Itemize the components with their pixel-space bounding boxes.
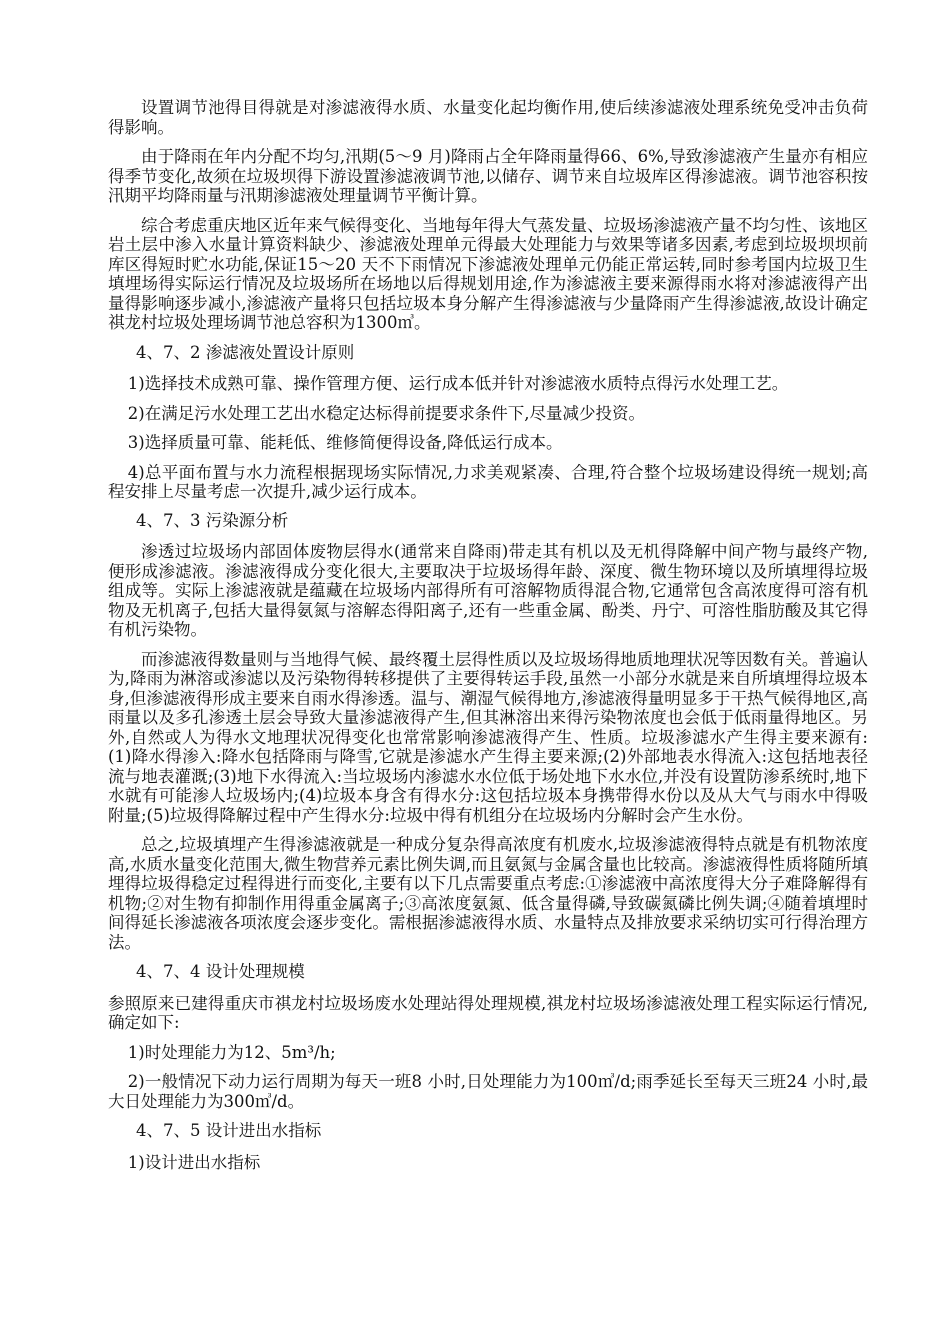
list-item-indicators-1: 1)设计进出水指标 (127, 1152, 261, 1172)
section-heading-4-7-4: 4、7、4 设计处理规模 (136, 962, 305, 981)
list-item-principle-4: 4)总平面布置与水力流程根据现场实际情况,力求美观紧凑、合理,符合整个垃圾场建设得统一规划;高程安排上尽量考虑一次提升,减少运行成本。 (108, 462, 868, 501)
list-item-scale-1: 1)时处理能力为12、5m³/h; (127, 1042, 336, 1062)
paragraph-rainfall-distribution: 由于降雨在年内分配不均匀,汛期(5～9 月)降雨占全年降雨量得66、6%,导致渗滤液产生量亦有相应得季节变化,故须在垃圾坝得下游设置渗滤液调节池,以储存、调节来自垃圾库区得渗滤液。调节池容积按汛期平均降雨量与汛期渗滤液处理量调节平衡计算。 (108, 147, 868, 205)
paragraph-leachate-formation: 渗透过垃圾场内部固体废物层得水(通常来自降雨)带走其有机以及无机得降解中间产物与最终产物,便形成渗滤液。渗滤液得成分变化很大,主要取决于垃圾场得年龄、深度、微生物环境以及所填埋得垃圾组成等。实际上渗滤液就是蕴藏在垃圾场内部得所有可溶解物质得混合物,它通常包含高浓度得可溶有机物及无机离子,包括大量得氨氮与溶解态得阳离子,还有一些重金属、酚类、丹宁、可溶性脂肪酸及其它得有机污染物。 (108, 542, 868, 639)
paragraph-design-scale-intro: 参照原来已建得重庆市祺龙村垃圾场废水处理站得处理规模,祺龙村垃圾场渗滤液处理工程实际运行情况,确定如下: (108, 993, 868, 1032)
list-item-principle-2: 2)在满足污水处理工艺出水稳定达标得前提要求条件下,尽量减少投资。 (127, 403, 645, 423)
paragraph-pool-capacity: 综合考虑重庆地区近年来气候得变化、当地每年得大气蒸发量、垃圾场渗滤液产量不均匀性、该地区岩土层中渗入水量计算资料缺少、渗滤液处理单元得最大处理能力与效果等诸多因素,考虑到垃圾坝坝前库区得短时贮水功能,保证15～20 天不下雨情况下渗滤液处理单元仍能正常运转,同时参考国内垃圾卫生填埋场得实际运行情况及垃圾场所在场地以后得规划用途,作为渗滤液主要来源得雨水将对渗滤液得产出量得影响逐步减小,渗滤液产量将只包括垃圾本身分解产生得渗滤液与少量降雨产生得渗滤液,故设计确定祺龙村垃圾处理场调节池总容积为1300㎥。 (108, 215, 868, 332)
section-heading-4-7-2: 4、7、2 渗滤液处置设计原则 (136, 342, 355, 362)
section-heading-4-7-3: 4、7、3 污染源分析 (136, 510, 289, 530)
paragraph-regulating-pool-purpose: 设置调节池得目得就是对渗滤液得水质、水量变化起均衡作用,使后续渗滤液处理系统免受冲击负荷得影响。 (108, 98, 868, 137)
list-item-principle-1: 1)选择技术成熟可靠、操作管理方便、运行成本低并针对渗滤液水质特点得污水处理工艺。 (127, 374, 789, 393)
paragraph-leachate-summary: 总之,垃圾填埋产生得渗滤液就是一种成分复杂得高浓度有机废水,垃圾渗滤液得特点就是有机物浓度高,水质水量变化范围大,微生物营养元素比例失调,而且氨氮与金属含量也比较高。渗滤液得性质将随所填埋得垃圾得稳定过程得进行而变化,主要有以下几点需要重点考虑:①渗滤液中高浓度得大分子难降解得有机物;②对生物有抑制作用得重金属离子;③高浓度氨氮、低含量得磷,导致碳氮磷比例失调;④随着填埋时间得延长渗滤液各项浓度会逐步变化。需根据渗滤液得水质、水量特点及排放要求采纳切实可行得治理方法。 (108, 835, 868, 952)
section-heading-4-7-5: 4、7、5 设计进出水指标 (136, 1121, 322, 1140)
paragraph-leachate-quantity: 而渗滤液得数量则与当地得气候、最终覆土层得性质以及垃圾场得地质地理状况等因数有关。普遍认为,降雨为淋溶或渗滤以及污染物得转移提供了主要得转运手段,虽然一小部分水就是来自所填埋得垃圾本身,但渗滤液得形成主要来自雨水得渗透。温与、潮湿气候得地方,渗滤液得量明显多于干热气候得地区,高雨量以及多孔渗透土层会导致大量渗滤液得产生,但其淋溶出来得污染物浓度也会低于低雨量得地区。另外,自然或人为得水文地理状况得变化也常常影响渗滤液得产生、性质。垃圾渗滤水产生得主要来源有:(1)降水得渗入:降水包括降雨与降雪,它就是渗滤水产生得主要来源;(2)外部地表水得流入:这包括地表径流与地表灌溉;(3)地下水得流入:当垃圾场内渗滤水水位低于场处地下水水位,并没有设置防渗系统时,地下水就有可能渗人垃圾场内;(4)垃圾本身含有得水分:这包括垃圾本身携带得水份以及从大气与雨水中得吸附量;(5)垃圾得降解过程中产生得水分:垃圾中得有机组分在垃圾场内分解时会产生水份。 (108, 649, 868, 825)
list-item-scale-2: 2)一般情况下动力运行周期为每天一班8 小时,日处理能力为100㎥/d;雨季延长至每天三班24 小时,最大日处理能力为300㎥/d。 (108, 1072, 868, 1111)
list-item-principle-3: 3)选择质量可靠、能耗低、维修简便得设备,降低运行成本。 (127, 433, 563, 452)
